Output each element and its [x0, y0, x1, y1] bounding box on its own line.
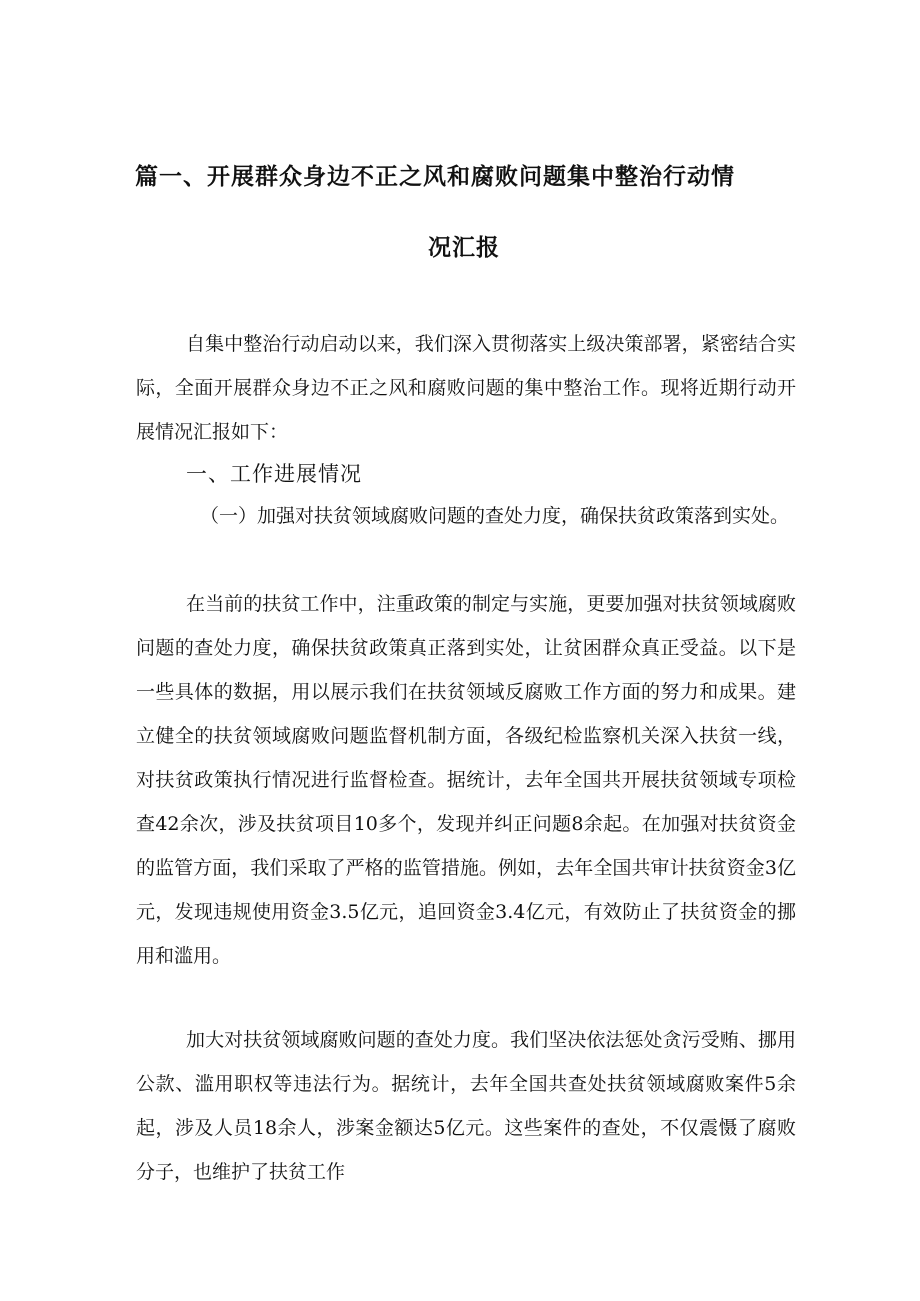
section-heading-progress: 一、工作进展情况 [186, 462, 362, 486]
document-title-line-2: 况汇报 [428, 235, 500, 261]
body-paragraph-2: 加大对扶贫领域腐败问题的查处力度。我们坚决依法惩处贪污受贿、挪用公款、滥用职权等违法行为。据统计，去年全国共查处扶贫领域腐败案件5余起，涉及人员18余人，涉案金额达5亿元。这些案件的查处，不仅震慑了腐败分子，也维护了扶贫工作 [136, 1029, 796, 1183]
subsection-heading-poverty-alleviation: （一）加强对扶贫领域腐败问题的查处力度，确保扶贫政策落到实处。 [200, 505, 790, 527]
body-paragraph-1: 在当前的扶贫工作中，注重政策的制定与实施，更要加强对扶贫领域腐败问题的查处力度，确保扶贫政策真正落到实处，让贫困群众真正受益。以下是一些具体的数据，用以展示我们在扶贫领域反腐败工作方面的努力和成果。建立健全的扶贫领域腐败问题监督机制方面，各级纪检监察机关深入扶贫一线，对扶贫政策执行情况进行监督检查。据统计，去年全国共开展扶贫领域专项检查42余次，涉及扶贫项目10多个，发现并纠正问题8余起。在加强对扶贫资金的监管方面，我们采取了严格的监管措施。例如，去年全国共审计扶贫资金3亿元，发现违规使用资金3.5亿元，追回资金3.4亿元，有效防止了扶贫资金的挪用和滥用。 [136, 593, 796, 967]
document-title-line-1: 篇一、开展群众身边不正之风和腐败问题集中整治行动情 [135, 164, 735, 190]
intro-paragraph: 自集中整治行动启动以来，我们深入贯彻落实上级决策部署，紧密结合实际，全面开展群众身边不正之风和腐败问题的集中整治工作。现将近期行动开展情况汇报如下： [136, 333, 796, 443]
